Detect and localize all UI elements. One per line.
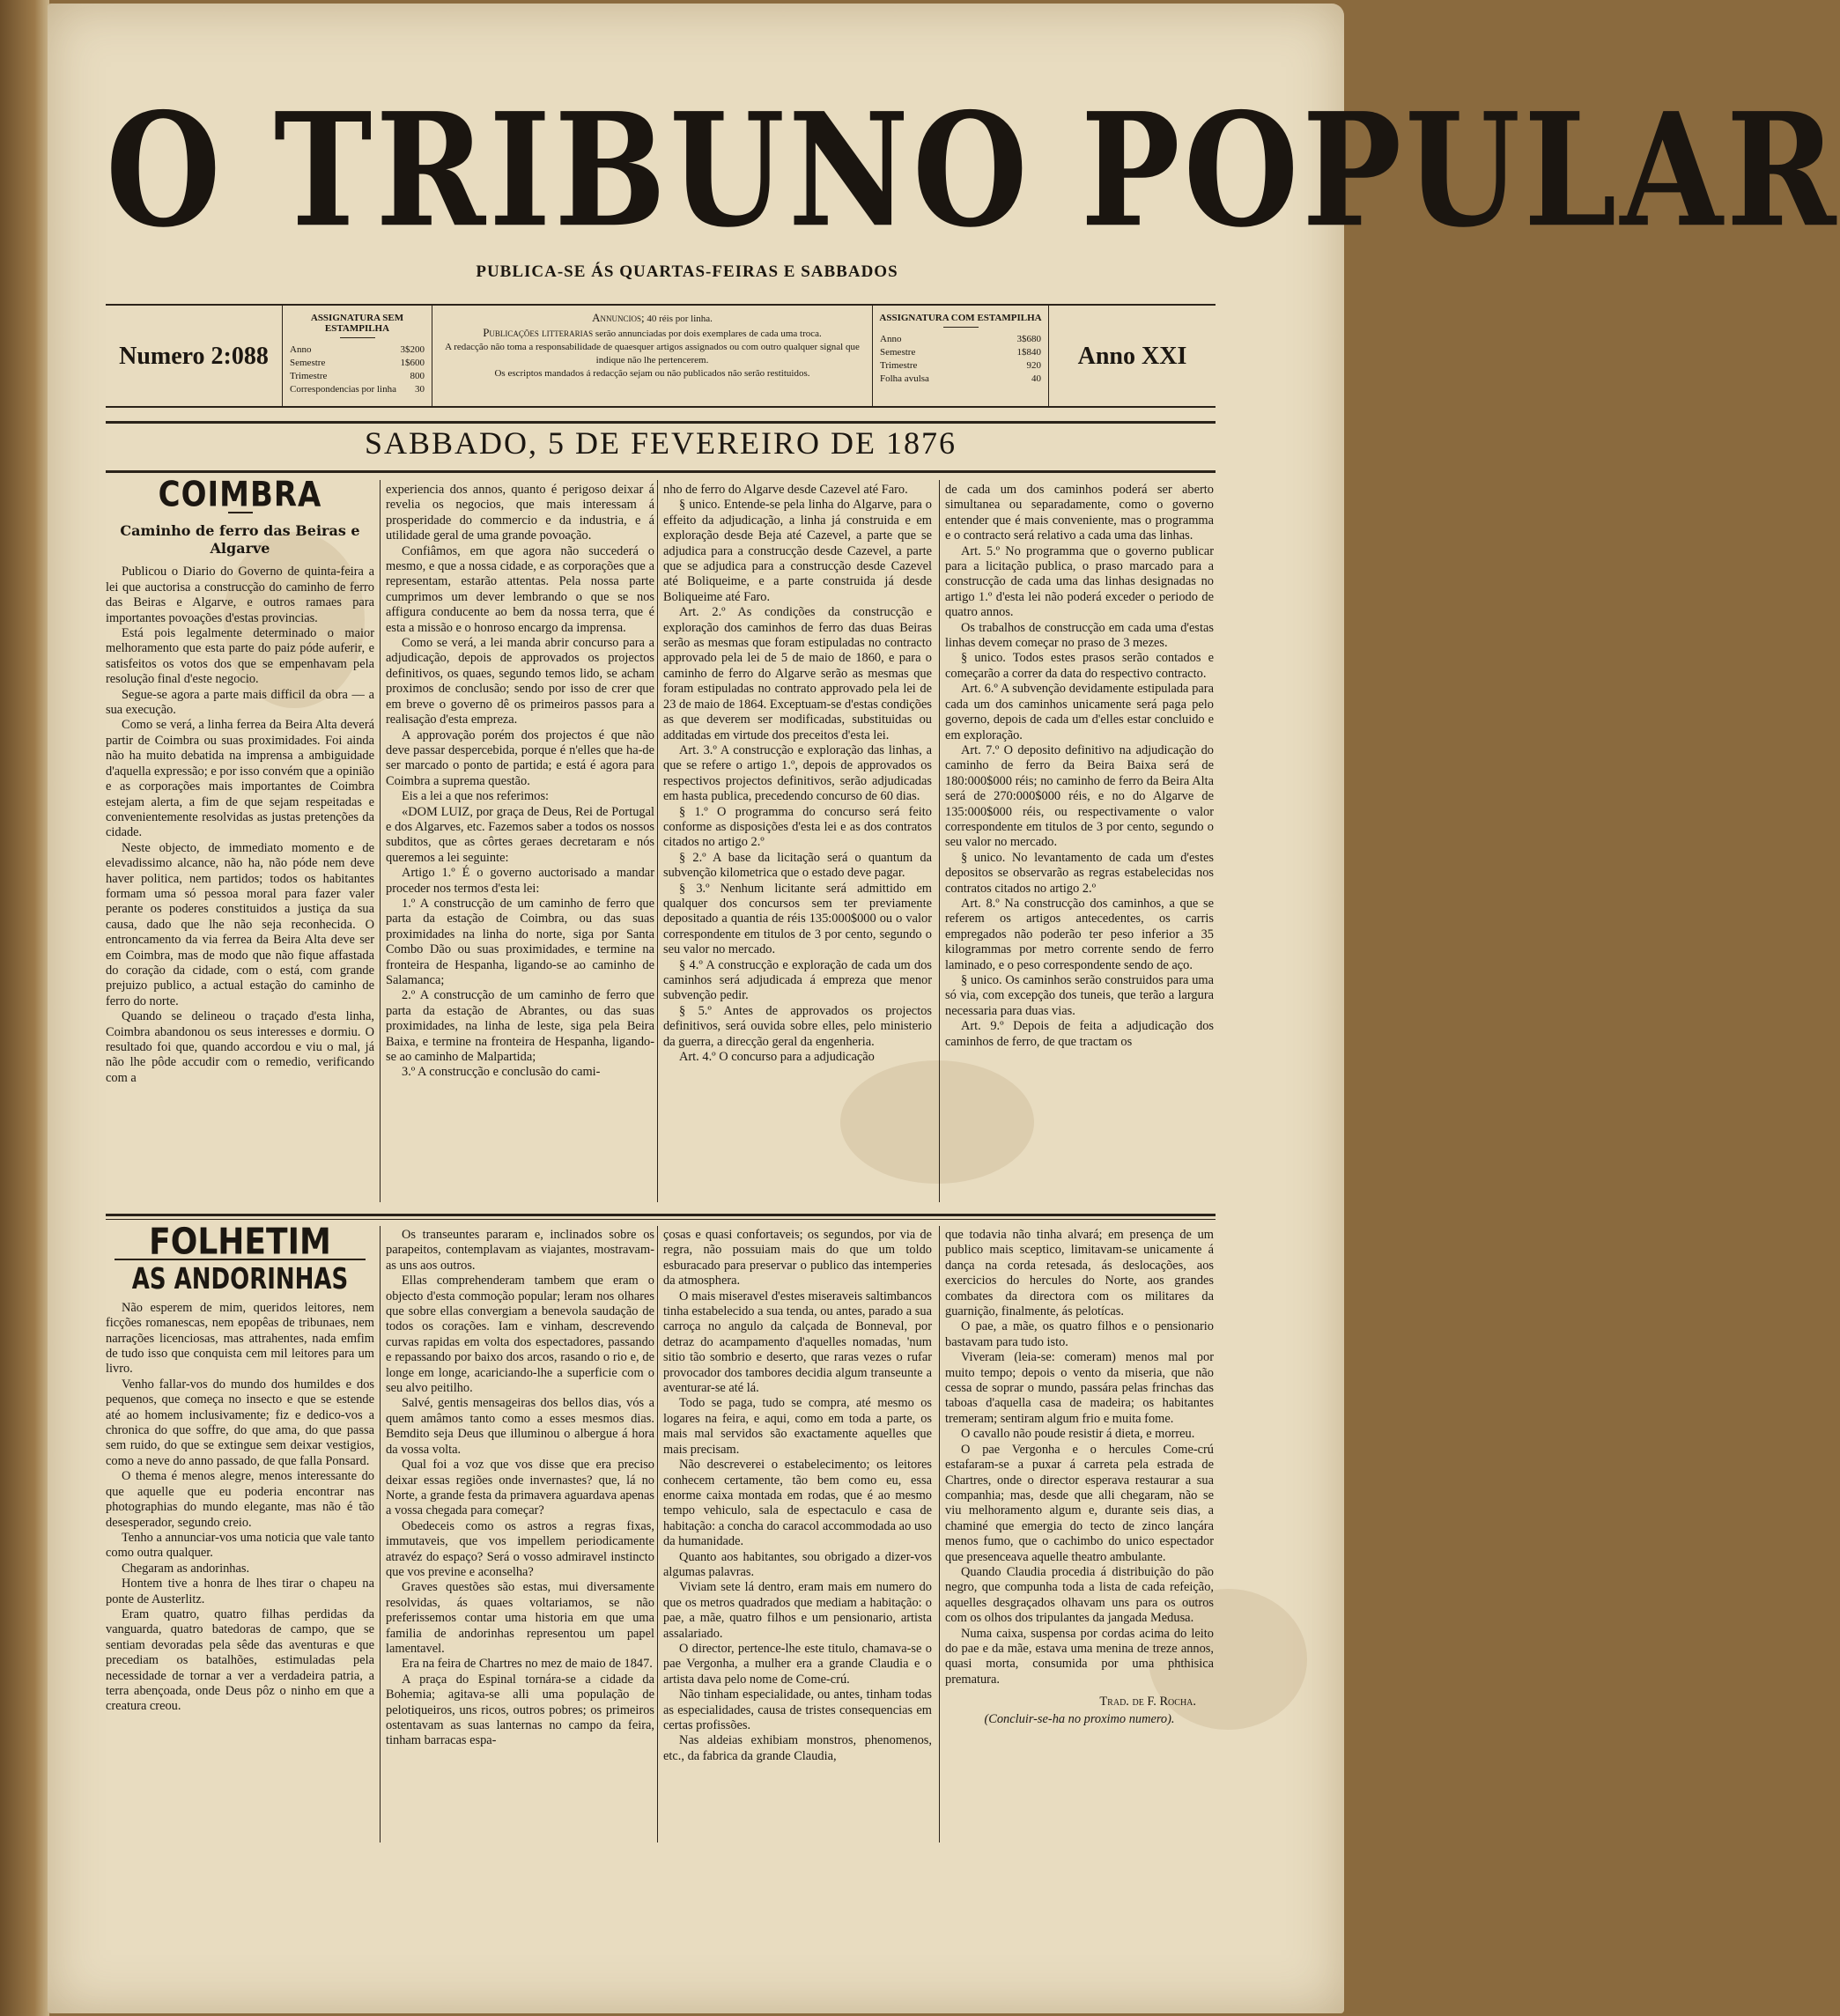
section-title: COIMBRA (158, 474, 322, 515)
paragraph: Publicou o Diario do Governo de quinta-feira a lei que auctorisa a construcção do caminho de ferro das Beiras e Algarve, e outros ramaes para importantes povoações d'estas provincias. (106, 565, 374, 625)
paragraph: Todo se paga, tudo se compra, até mesmo os logares na feira, e aqui, como em toda a parte, os mais mal servidos são exactamente aquelles que mais precisam. (663, 1396, 932, 1457)
paragraph: Viveram (leia-se: comeram) menos mal por muito tempo; depois o vento da miseria, que não cessa de soprar o mundo, passára pelas frinchas das taboas d'aquella casa de madeira; os habitantes tremeram; sentiram algum frio e muita fome. (945, 1350, 1214, 1426)
paragraph: Numa caixa, suspensa por cordas acima do leito do pae e da mãe, estava uma menina de treze annos, quasi morta, consumida por uma phthisica prematura. (945, 1626, 1214, 1687)
paragraph: «DOM LUIZ, por graça de Deus, Rei de Portugal e dos Algarves, etc. Fazemos saber a todos os nossos subditos, que as côrtes geraes decretaram e nós queremos a lei seguinte: (386, 804, 654, 865)
volume-year: Anno XXI (1048, 306, 1216, 408)
issue-number: Numero 2:088 (119, 343, 269, 370)
header-box (106, 304, 1216, 408)
subscription-title: ASSIGNATURA SEM ESTAMPILHA (310, 313, 404, 334)
price-row: Correspondencias por linha 30 (290, 384, 425, 395)
paragraph: Não tinham especialidade, ou antes, tinham todas as especialidades, causa de tristes consequencias em certas profissões. (663, 1687, 932, 1732)
paragraph: experiencia dos annos, quanto é perigoso deixar á revelia os negocios, que mais interessam á prosperidade do commercio e da industria, e á utilidade geral de uma grande povoação. (386, 483, 654, 543)
paragraph: Neste objecto, de immediato momento e de elevadissimo alcance, não ha, não póde nem deve haver politica, nem partidos; todos os habitantes formam uma só pessoa moral para fazer valer perante os poderes constituidos a justiça da sua causa, dado que lhe não seja reconhecida. O entroncamento da via ferrea da Beira Alta deve ser em Coimbra, mas de modo que não fique affastada do coração da cidade, com o está, com grande prejuizo publico, a actual estação do caminho de ferro do norte. (106, 840, 374, 1008)
paragraph: Art. 8.º Na construcção dos caminhos, a que se referem os artigos antecedentes, os carris empregados não poderão ter peso inferior a 35 kilogrammas por metro corrente sendo de ferro laminado, e o peso correspondente sendo de aço. (945, 896, 1214, 972)
paragraph: O pae, a mãe, os quatro filhos e o pensionario bastavam para tudo isto. (945, 1319, 1214, 1349)
folhetim-column-4 (945, 1228, 1214, 1844)
paragraph: A praça do Espinal tornára-se a cidade da Bohemia; agitava-se alli uma população de pelotiqueiros, uns ricos, outros pobres; os primeiros ostentavam as suas lanternas no campo da feira, tinham barracas espa- (386, 1672, 654, 1748)
paragraph: O director, pertence-lhe este titulo, chamava-se o pae Vergonha, a mulher era a grande Claudia e o artista dava pelo nome de Come-crú. (663, 1641, 932, 1687)
paragraph: § unico. Entende-se pela linha do Algarve, para o effeito da adjudicação, a linha já construida e em exploração desde Beja até Cazevel, a parte que se adjudica para a construcção desde Cazevel, a parte que se adjudica para a construcção desde Cazevel até Boliqueime, e a parte construida já desde Boliqueime até Faro. (663, 498, 932, 604)
translator-signature: Trad. de F. Rocha. (1099, 1695, 1196, 1710)
price-row: Anno 3$200 (290, 344, 425, 355)
paragraph: 3.º A construcção e conclusão do cami- (402, 1065, 601, 1080)
article-column-4 (945, 483, 1214, 1200)
divider (106, 470, 1216, 473)
price-row: Trimestre 920 (880, 360, 1041, 371)
paragraph: Qual foi a voz que vos disse que era preciso deixar essas regiões onde invernastes? que, lá no Norte, a grande festa da primavera aguardava apenas a vossa chegada para começar? (386, 1458, 654, 1518)
paragraph: nho de ferro do Algarve desde Cazevel até Faro. (663, 483, 908, 497)
paragraph: çosas e quasi confortaveis; os segundos, por via de regra, não possuiam mais do que um toldo esburacado para preservar o publico das intemperies da atmosphera. (663, 1228, 932, 1289)
subscription-without-stamp (282, 306, 432, 408)
subscription-title: ASSIGNATURA COM ESTAMPILHA (879, 313, 1042, 323)
price-row: Semestre 1$600 (290, 358, 425, 368)
folhetim-title: FOLHETIM (149, 1221, 331, 1264)
paragraph: § 3.º Nenhum licitante será admittido em qualquer dos concursos sem ter previamente depositado a quantia de réis 135:000$000 ou o valor correspondente em titulos de 3 por cento, segundo o seu valor no mercado. (663, 881, 932, 957)
paragraph: Quando Claudia procedia á distribuição do pão negro, que compunha toda a lista de cada refeição, aquelles desgraçados olhavam uns para os outros com os olhos dos tripulantes da jangada Medusa. (945, 1564, 1214, 1626)
paragraph: O mais miseravel d'estes miseraveis saltimbancos tinha estabelecido a sua tenda, ou antes, parado a sua carroça no angulo da calçada de Bonneval, por detraz do acampamento d'aquelles nomadas, 'num sitio tão sombrio e deserto, que raras vezes o rufar provocador dos tambores decidia algum transeunte a aventurar-se até lá. (663, 1289, 932, 1396)
paragraph: 1.º A construcção de um caminho de ferro que parta da estação de Coimbra, ou das suas proximidades na linha do norte, siga por Santa Combo Dão ou suas proximidades, e termine na fronteira de Hespanha, ligando-se ao caminho de Salamanca; (386, 896, 654, 987)
paragraph: Art. 2.º As condições da construcção e exploração dos caminhos de ferro das duas Beiras serão as mesmas que foram estipuladas no contracto approvado pela lei de 5 de maio de 1860, e para o caminho de ferro do Algarve serão as mesmas que foram estipuladas no contrato approvado pela lei de 23 de maio de 1864. Exceptuam-se d'estas condições as que deverem ser modificadas, substituidas ou additadas em virtude dos preceitos d'esta lei. (663, 605, 932, 742)
paragraph: § 5.º Antes de approvados os projectos definitivos, será ouvida sobre elles, pelo ministerio da guerra, a direcção geral da engenheria. (663, 1003, 932, 1049)
article-column-3 (663, 483, 932, 1200)
divider (106, 1214, 1216, 1216)
paragraph: que todavia não tinha alvará; em presença de um publico mais sceptico, limitavam-se unicamente á dança na corda retesada, ás deslocações, aos exercicios do hercules do Norte, aos grandes combates da directora com os militares da guarnição, finalmente, ás pelotícas. (945, 1228, 1214, 1319)
paragraph: § unico. No levantamento de cada um d'estes depositos se observarão as regras estabelecidas nos contratos citados no artigo 2.º (945, 850, 1214, 896)
paragraph: de cada um dos caminhos poderá ser aberto simultanea ou separadamente, como o governo entender que é mais conveniente, mas o programma e o contracto será relativo a cada uma das linhas. (945, 483, 1214, 543)
paragraph: O thema é menos alegre, menos interessante do que aquelle que eu poderia encontrar nas photographias do mundo elegante, mas não é tão desesperador, segundo creio. (106, 1469, 374, 1530)
price-row: Semestre 1$840 (880, 347, 1041, 358)
paragraph: Quando se delineou o traçado d'esta linha, Coimbra abandonou os seus interesses e dormiu. O resultado foi que, quando accordou e viu o mal, já não lhe pôde accudir com o remedio, verificando com a (106, 1009, 374, 1085)
paragraph: A approvação porém dos projectos é que não deve passar despercebida, porque é n'elles que ha-de ser marcado o ponto de partida; e está é agora para Coimbra a suprema questão. (386, 727, 654, 788)
article-column-1 (106, 474, 374, 1200)
paragraph: Art. 9.º Depois de feita a adjudicação dos caminhos de ferro, de que tractam os (945, 1019, 1214, 1049)
paragraph: Os trabalhos de construcção em cada uma d'estas linhas devem começar no praso de 3 mezes. (945, 620, 1214, 651)
paragraph: Está pois legalmente determinado o maior melhoramento que esta parte do paiz póde auferir, e satisfeitos os votos dos que se empenhavam pela resolução final d'este negocio. (106, 626, 374, 687)
paragraph: Os transeuntes pararam e, inclinados sobre os parapeitos, contemplavam as viajantes, mostravam-as uns aos outros. (386, 1228, 654, 1273)
paragraph: Ellas comprehenderam tambem que eram o objecto d'esta commoção popular; leram nos olhares que sobre ellas convergiam a benevola saudação de todos os corações. Iam e vinham, descrevendo curvas rapidas em volta dos espectadores, passando e repassando por baixo dos arcos, rasando o rio e, de longe em longe, acariciando-lhe a superficie com o seu alvo peitilho. (386, 1274, 654, 1396)
paragraph: Art. 4.º O concurso para a adjudicação (679, 1050, 875, 1065)
divider (106, 421, 1216, 424)
masthead-subtitle: PUBLICA-SE ÁS QUARTAS-FEIRAS E SABBADOS (476, 262, 898, 281)
paragraph: Não descreverei o estabelecimento; os leitores conhecem certamente, tão bem como eu, essa enorme caixa montada em rodas, que é ao mesmo tempo vehiculo, sala de espectaculo e casa de habitação: a concha do caracol accommodada ao uso da humanidade. (663, 1458, 932, 1549)
paragraph: Confiâmos, em que agora não succederá o mesmo, e que a nossa cidade, e as corporações que a representam, estarão attentas. Pela nossa parte cumprimos um dever lembrando o que se nos affigura conducente ao bem da nossa terra, que é esta a missão e o honroso encargo da imprensa. (386, 543, 654, 635)
article-column-2 (386, 483, 654, 1200)
story-title: AS ANDORINHAS (131, 1263, 349, 1296)
advertising-info: Annuncios; 40 réis por linha. Publicações litterarias serão annunciadas por dois exemplares de cada uma troca. A redacção não toma a responsabilidade de quaesquer artigos assignados ou com outro qualquer signal que indique não lhe pertencerem. Os escriptos mandados á redacção sejam ou não publicados não serão restituidos. (432, 306, 872, 408)
continuation-note: (Concluir-se-ha no proximo numero). (984, 1711, 1175, 1726)
paragraph: Era na feira de Chartres no mez de maio de 1847. (402, 1657, 653, 1672)
paragraph: Art. 5.º No programma que o governo publicar para a licitação publica, o praso marcado para a construcção de cada uma das linhas designadas no artigo 1.º d'esta lei não poderá exceder o periodo de quatro annos. (945, 543, 1214, 620)
price-row: Folha avulsa 40 (880, 373, 1041, 384)
issue-date: SABBADO, 5 DE FEVEREIRO DE 1876 (364, 425, 957, 461)
paragraph: Graves questões são estas, mui diversamente resolvidas, ás quaes voltariamos, se não preferissemos contar uma historia em que uma familia de andorinhas representou um papel lamentavel. (386, 1580, 654, 1656)
folhetim-column-3 (663, 1228, 932, 1844)
paragraph: Obedeceis como os astros a regras fixas, immutaveis, que vos impellem periodicamente atravéz do espaço? Será o vosso admiravel instincto que vos previne e aconselha? (386, 1518, 654, 1579)
paragraph: Quanto aos habitantes, sou obrigado a dizer-vos algumas palavras. (663, 1549, 932, 1579)
paragraph: Art. 3.º A construcção e exploração das linhas, a que se refere o artigo 1.º, depois de approvados os respectivos projectos definitivos, serão adjudicadas em hasta publica, precedendo concurso de 60 dias. (663, 742, 932, 804)
book-spine (0, 0, 49, 2016)
folhetim-column-1 (106, 1221, 374, 1844)
paragraph: Eis a lei a que nos referimos: (402, 789, 550, 804)
paragraph: O cavallo não poude resistir á dieta, e morreu. (961, 1427, 1195, 1442)
subscription-with-stamp (872, 306, 1048, 408)
paragraph: Como se verá, a lei manda abrir concurso para a adjudicação, depois de approvados os projectos definitivos, os quaes, segundo temos lido, se acham proximos de conclusão; sendo por isso de crer que em breve o governo dê os primeiros passos para a realisação d'esta empreza. (386, 636, 654, 727)
price-row: Anno 3$680 (880, 334, 1041, 344)
paragraph: § 4.º A construcção e exploração de cada um dos caminhos será adjudicada á empreza que menor subvenção pedir. (663, 957, 932, 1003)
folhetim-column-2 (386, 1228, 654, 1844)
divider (106, 1219, 1216, 1220)
paragraph: Salvé, gentis mensageiras dos bellos dias, vós a quem amâmos tanto como a esses mesmos dias. Bemdito seja Deus que illuminou o albergue á hora da vossa volta. (386, 1396, 654, 1457)
paragraph: Chegaram as andorinhas. (122, 1561, 250, 1576)
paragraph: Como se verá, a linha ferrea da Beira Alta deverá partir de Coimbra ou suas proximidades. Foi ainda não ha muito debatida na imprensa a ambiguidade d'aquella expressão; e por isso convém que a opinião e as corporações mais importantes de Coimbra estejam alerta, a fim de que sejam respeitadas e convenientemente resolvidas as justas pretenções da cidade. (106, 718, 374, 840)
paragraph: Viviam sete lá dentro, eram mais em numero do que os metros quadrados que mediam a habitação: o pae, a mãe, quatro filhos e um pensionario, artista assalariado. (663, 1580, 932, 1641)
paragraph: Art. 7.º O deposito definitivo na adjudicação do caminho de ferro da Beira Baixa será de 180:000$000 réis; no caminho de ferro da Beira Alta será de 270:000$000 réis, e no do Algarve de 135:000$000 réis, ou respectivamente o valor correspondente em titulos de 3 por cento, segundo o seu valor no mercado. (945, 742, 1214, 850)
paragraph: Venho fallar-vos do mundo dos humildes e dos pequenos, que começa no insecto e que se estende até ao homem inclusivamente; fiz e dedico-vos a chronica do que soffre, do que ama, do que passa sem ruido, do que se extingue sem deixar vestigios, como a neve do anno passado, de que falla Ponsard. (106, 1377, 374, 1468)
paragraph: Eram quatro, quatro filhas perdidas da vanguarda, quatro batedoras de campo, que se sentiam devoradas pela sêde das aventuras e que precediam os batalhões, estimuladas pela necessidade de tornar a ver a verdadeira patria, a terra abençoada, onde Deus pôz o ninho em que a creatura creou. (106, 1606, 374, 1714)
paragraph: O pae Vergonha e o hercules Come-crú estafaram-se a puxar á carreta pela estrada de Chartres, onde o director esperava restaurar a sua companhia; mas, desde que alli chegaram, não se viu melhoramento algum e, durante seis dias, a chaminé que emergia do tecto de zinco lançára menos fumo, que o cachimbo do unico espectador que presenceava aquelle theatro ambulante. (945, 1442, 1214, 1564)
article-subheading: Caminho de ferro das Beiras e Algarve (120, 522, 360, 558)
paragraph: § unico. Os caminhos serão construidos para uma só via, com excepção dos tuneis, que terão a largura necessaria para duas vias. (945, 973, 1214, 1018)
paragraph: § 2.º A base da licitação será o quantum da subvenção kilometrica que o estado deve pagar. (663, 850, 932, 881)
price-row: Trimestre 800 (290, 371, 425, 381)
masthead-title: O TRIBUNO POPULAR (106, 79, 1840, 262)
paragraph: Não esperem de mim, queridos leitores, nem ficções romanescas, nem epopêas de tribunaes, nem narrações licenciosas, mas attrahentes, nada emfim de tudo isso que conquista cem mil leitores para um livro. (106, 1300, 374, 1377)
paragraph: Artigo 1.º É o governo auctorisado a mandar proceder nos termos d'esta lei: (386, 866, 654, 896)
paragraph: § 1.º O programma do concurso será feito conforme as disposições d'esta lei e as dos contratos citados no artigo 2.º (663, 804, 932, 850)
paragraph: Hontem tive a honra de lhes tirar o chapeu na ponte de Austerlitz. (106, 1577, 374, 1606)
paragraph: Tenho a annunciar-vos uma noticia que vale tanto como outra qualquer. (106, 1530, 374, 1561)
paragraph: Art. 6.º A subvenção devidamente estipulada para cada um dos caminhos unicamente será paga pelo governo, depois de cada um d'elles estar concluido e em exploração. (945, 682, 1214, 742)
paragraph: 2.º A construcção de um caminho de ferro que parta da estação de Abrantes, ou das suas proximidades, na linha de leste, siga pela Beira Baixa, e termine na fronteira de Hespanha, ligando-se ao caminho de Malpartida; (386, 988, 654, 1065)
paragraph: Segue-se agora a parte mais difficil da obra — a sua execução. (106, 687, 374, 718)
paragraph: § unico. Todos estes prasos serão contados e começarão a correr da data do respectivo contracto. (945, 651, 1214, 681)
paragraph: Nas aldeias exhibiam monstros, phenomenos, etc., da fabrica da grande Claudia, (663, 1733, 932, 1763)
